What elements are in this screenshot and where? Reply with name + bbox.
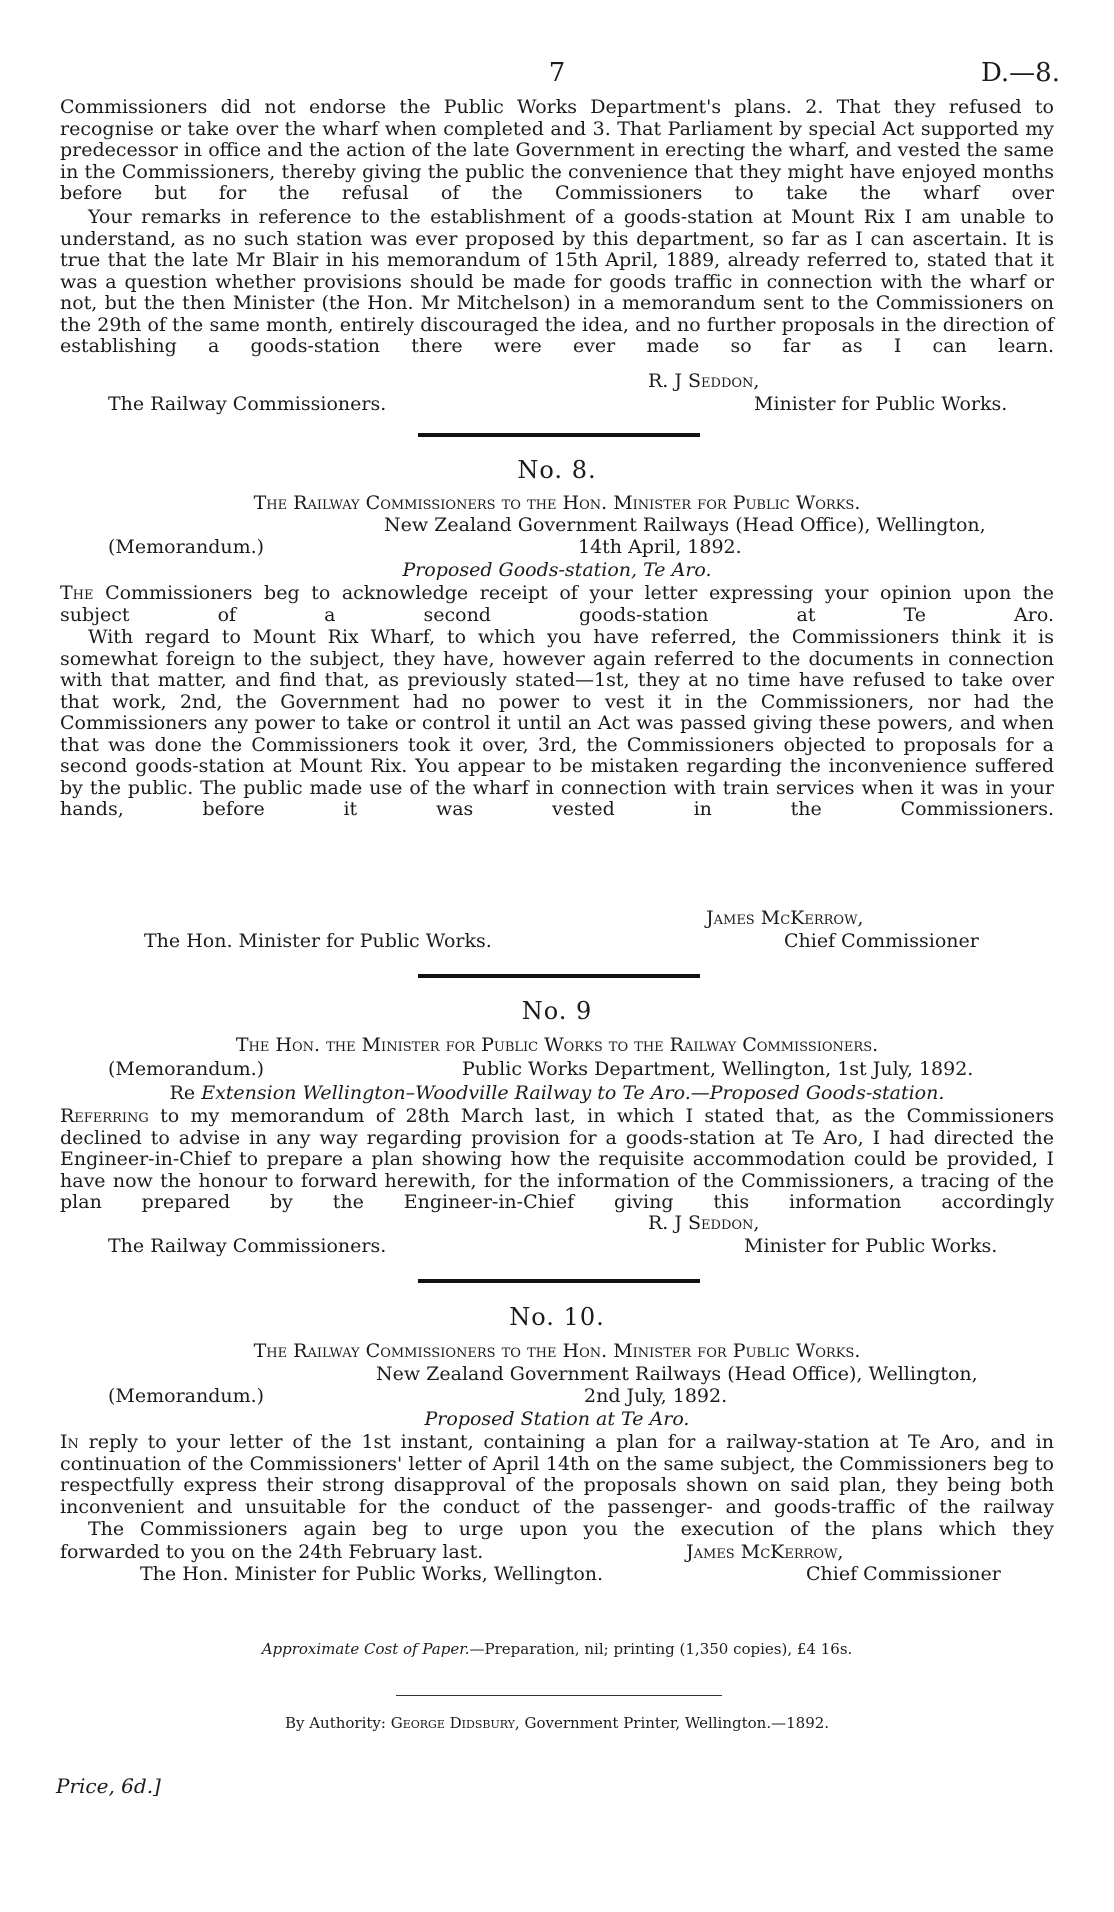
no9-signature: R. J Seddon,: [648, 1212, 760, 1234]
section-divider: [418, 433, 700, 437]
no8-origin: New Zealand Government Railways (Head Office), Wellington,: [384, 514, 986, 536]
cost-of-paper-line: [0, 1640, 1114, 1658]
printer-name: George Didsbury,: [390, 1714, 520, 1732]
printer-text: Government Printer, Wellington.—1892.: [519, 1714, 830, 1732]
price-note: Price, 6d.]: [56, 1774, 161, 1798]
no9-title: Minister for Public Works.: [744, 1235, 998, 1257]
no8-heading: No. 8.: [517, 456, 597, 484]
authority-line: [0, 1714, 1114, 1732]
no8-route: The Railway Commissioners to the Hon. Minister for Public Works.: [253, 492, 861, 514]
no10-memo: (Memorandum.): [108, 1385, 265, 1407]
page-code: D.—8.: [981, 58, 1060, 88]
no9-addressee: The Railway Commissioners.: [108, 1235, 387, 1257]
no9-origin: Public Works Department, Wellington, 1st July, 1892.: [462, 1058, 974, 1080]
no8-paragraph-1: [60, 583, 1054, 626]
no8-memo: (Memorandum.): [108, 536, 265, 558]
intro-paragraph-1: [60, 97, 1054, 205]
no10-addressee: The Hon. Minister for Public Works, Wellington.: [140, 1563, 604, 1585]
no8-lead-word: The: [60, 582, 94, 604]
no10-lead-word: In: [60, 1431, 79, 1453]
no9-subject: Extension Wellington–Woodville Railway to Te Aro.—Proposed Goods-station.: [201, 1082, 945, 1104]
no10-heading: No. 10.: [509, 1303, 605, 1331]
no10-paragraph-2-line2: forwarded to you on the 24th February last.: [60, 1541, 484, 1563]
no9-paragraph-1: [60, 1106, 1054, 1214]
no8-title: Chief Commissioner: [784, 930, 979, 952]
no9-route: The Hon. the Minister for Public Works to the Railway Commissioners.: [235, 1034, 879, 1056]
no9-subject-line: [0, 1082, 1114, 1104]
no8-addressee: The Hon. Minister for Public Works.: [144, 930, 492, 952]
no8-paragraph-2: [60, 627, 1054, 821]
no8-signature: James McKerrow,: [706, 907, 864, 929]
section-divider: [418, 1279, 700, 1283]
no10-paragraph-2-line1: The Commissioners again beg to urge upon you the execution of the plans which they: [88, 1518, 1054, 1540]
no8-para1-text: Commissioners beg to acknowledge receipt of your letter expressing your opinion upon the subject of a second goods-station at Te Aro.: [60, 582, 1054, 626]
no8-subject: Proposed Goods-station, Te Aro.: [402, 559, 712, 581]
authority-label: By Authority:: [284, 1714, 386, 1732]
no9-re-label: Re: [169, 1082, 196, 1104]
intro-para2-text: Your remarks in reference to the establishment of a goods-station at Mount Rix I am unable to understand, as no such station was ever proposed by this department, so far as I can ascertain. It is true that the late Mr Blair in his memorandum of 15th April, 1889, already referred to, stated that it was a question whether provisions should be made for goods traffic in connection with the wharf or not, but the then Minister (the Hon. Mr Mitchelson) in a memorandum sent to the Commissioners on the 29th of the same month, entirely discouraged the idea, and no further proposals in the direction of establishing a goods-station there were ever made so far as I can learn.: [60, 206, 1054, 357]
no10-paragraph-1: [60, 1432, 1054, 1518]
section-divider: [418, 974, 700, 978]
no8-date: 14th April, 1892.: [578, 536, 742, 558]
cost-text: —Preparation, nil; printing (1,350 copies), £4 16s.: [469, 1640, 853, 1658]
no9-lead-word: Referring: [60, 1105, 149, 1127]
no10-para1-text: reply to your letter of the 1st instant, containing a plan for a railway-station at Te Aro, and in continuation of the Commissioners' letter of April 14th on the same subject, the Commissioners beg to respectfully express their strong disapproval of the proposals shown on said plan, they being both inconvenient and unsuitable for the conduct of the passenger- and goods-traffic of the railway: [60, 1431, 1054, 1518]
intro-paragraph-2: [60, 207, 1054, 358]
page-number: 7: [548, 58, 566, 88]
intro-title: Minister for Public Works.: [754, 393, 1008, 415]
cost-label: Approximate Cost of Paper.: [261, 1640, 470, 1658]
no10-signature: James McKerrow,: [686, 1541, 844, 1563]
no8-para2-text: With regard to Mount Rix Wharf, to which you have referred, the Commissioners think it is somewhat foreign to the subject, they have, however again referred to the documents in connection with that matter, and find that, as previously stated—1st, they at no time have refused to take over that work, 2nd, the Government had no power to vest it in the Commissioners, nor had the Commissioners any power to take or control it until an Act was passed giving these powers, and when that was done the Commissioners took it over, 3rd, the Commissioners objected to proposals for a second goods-station at Mount Rix. You appear to be mistaken regarding the inconvenience suffered by the public. The public made use of the wharf in connection with train services when it was in your hands, before it was vested in the Commissioners.: [60, 626, 1054, 820]
intro-para1-text: Commissioners did not endorse the Public Works Department's plans. 2. That they refused to recognise or take over the wharf when completed and 3. That Parliament by special Act supported my predecessor in office and the action of the late Government in erecting the wharf, and vested the same in the Commissioners, thereby giving the public the convenience that they might have enjoyed months before but for the refusal of the Commissioners to take the wharf over: [60, 96, 1054, 204]
no10-origin: New Zealand Government Railways (Head Office), Wellington,: [376, 1363, 978, 1385]
intro-addressee: The Railway Commissioners.: [108, 393, 387, 415]
no9-heading: No. 9: [521, 997, 593, 1025]
no10-route: The Railway Commissioners to the Hon. Minister for Public Works.: [253, 1340, 861, 1362]
no10-subject: Proposed Station at Te Aro.: [424, 1408, 690, 1430]
no9-memo: (Memorandum.): [108, 1058, 265, 1080]
no10-title: Chief Commissioner: [806, 1563, 1001, 1585]
intro-signature: R. J Seddon,: [648, 370, 760, 392]
footer-divider: [396, 1695, 722, 1696]
no9-para1-text: to my memorandum of 28th March last, in which I stated that, as the Commissioners declined to advise in any way regarding provision for a goods-station at Te Aro, I had directed the Engineer-in-Chief to prepare a plan showing how the requisite accommodation could be provided, I have now the honour to forward herewith, for the information of the Commissioners, a tracing of the plan prepared by the Engineer-in-Chief giving this information accordingly: [60, 1105, 1054, 1213]
no10-date: 2nd July, 1892.: [584, 1385, 728, 1407]
